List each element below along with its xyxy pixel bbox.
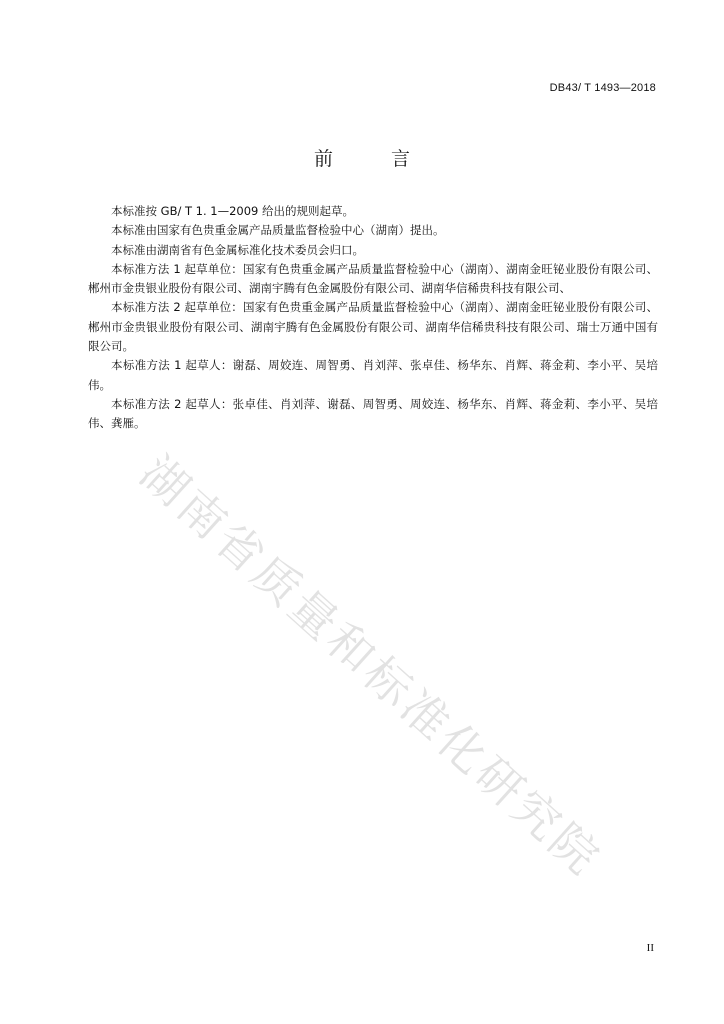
foreword-body <box>88 202 658 434</box>
standard-code: DB43/ T 1493—2018 <box>549 82 656 94</box>
paragraph: 本标准由湖南省有色金属标准化技术委员会归口。 <box>111 242 364 257</box>
paragraph: 本标准方法 1 起草单位：国家有色贵重金属产品质量监督检验中心（湖南）、湖南金旺铋业股份有限公司、郴州市金贵银业股份有限公司、湖南宇腾有色金属股份有限公司、湖南华信稀贵科技有限公司、 <box>88 261 658 296</box>
paragraph: 本标准方法 2 起草人：张卓佳、肖刘萍、谢磊、周智勇、周姣连、杨华东、肖辉、蒋金莉、李小平、吴培伟、龚雁。 <box>88 396 658 431</box>
page-title: 前 言 <box>313 148 437 170</box>
watermark: 湖南省质量和标准化研究院 <box>129 445 612 887</box>
paragraph: 本标准按 GB/ T 1. 1—2009 给出的规则起草。 <box>111 204 355 218</box>
paragraph: 本标准方法 1 起草人：谢磊、周姣连、周智勇、肖刘萍、张卓佳、杨华东、肖辉、蒋金莉、李小平、吴培伟。 <box>88 358 658 392</box>
page-number: II <box>646 942 654 954</box>
paragraph: 本标准由国家有色贵重金属产品质量监督检验中心（湖南）提出。 <box>111 223 445 238</box>
paragraph: 本标准方法 2 起草单位：国家有色贵重金属产品质量监督检验中心（湖南）、湖南金旺铋业股份有限公司、郴州市金贵银业股份有限公司、湖南宇腾有色金属股份有限公司、湖南华信稀贵科技有限公司、瑞士万通中国有限公司。 <box>88 300 658 354</box>
